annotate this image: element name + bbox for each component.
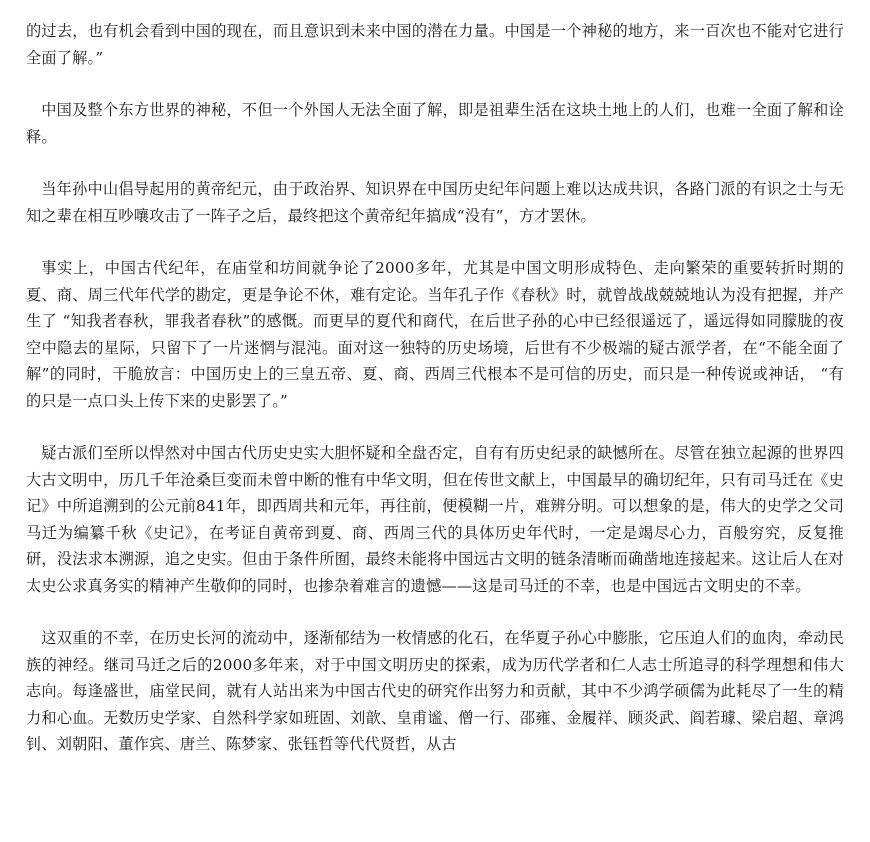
paragraph-2: 中国及整个东方世界的神秘，不但一个外国人无法全面了解，即是祖辈生活在这块土地上的人们，也难一全面了解和诠释。 — [26, 101, 844, 146]
paragraph-3: 当年孙中山倡导起用的黄帝纪元，由于政治界、知识界在中国历史纪年问题上难以达成共识，各路门派的有识之士与无知之辈在相互吵嚷攻击了一阵子之后，最终把这个黄帝纪年搞成“没有”，方才罢休。 — [26, 180, 844, 225]
paragraph-4: 事实上，中国古代纪年，在庙堂和坊间就争论了2000多年，尤其是中国文明形成特色、走向繁荣的重要转折时期的夏、商、周三代年代学的勘定，更是争论不休，难有定论。当年孔子作《春秋》时，就曾战战兢兢地认为没有把握，并产生了 “知我者春秋，罪我者春秋”的感慨。而更早的夏代和商代，在后世子孙的心中已经很遥远了，遥远得如同朦胧的夜空中隐去的星际，只留下了一片迷惘与混沌。面对这一独特的历史场境，后世有不少极端的疑古派学者，在“不能全面了解”的同时，干脆放言：中国历史上的三皇五帝、夏、商、西周三代根本不是可信的历史，而只是一种传说或神话， “有的只是一点口头上传下来的史影罢了。” — [26, 259, 844, 410]
paragraph-5: 疑古派们至所以悍然对中国古代历史史实大胆怀疑和全盘否定，自有有历史纪录的缺憾所在。尽管在独立起源的世界四大古文明中，历几千年沧桑巨变而未曾中断的惟有中华文明，但在传世文献上，中国最早的确切纪年，只有司马迁在《史记》中所追溯到的公元前841年，即西周共和元年，再往前，便模糊一片，难辨分明。可以想象的是，伟大的史学之父司马迁为编纂千秋《史记》，在考证自黄帝到夏、商、西周三代的具体历史年代时，一定是竭尽心力，百般穷究，反复推研，没法求本溯源，追之史实。但由于条件所囿，最终未能将中国远古文明的链条清晰而确凿地连接起来。这让后人在对太史公求真务实的精神产生敬仰的同时，也掺杂着难言的遗憾——这是司马迁的不幸，也是中国远古文明史的不幸。 — [26, 444, 844, 595]
paragraph-1: 的过去，也有机会看到中国的现在，而且意识到未来中国的潜在力量。中国是一个神秘的地方，来一百次也不能对它进行全面了解。” — [26, 22, 844, 67]
paragraph-6: 这双重的不幸，在历史长河的流动中，逐渐郁结为一枚情感的化石，在华夏子孙心中膨胀，它压迫人们的血肉，牵动民族的神经。继司马迁之后的2000多年来，对于中国文明历史的探索，成为历代学者和仁人志士所追寻的科学理想和伟大志向。每逢盛世，庙堂民间，就有人站出来为中国古代史的研究作出努力和贡献，其中不少鸿学硕儒为此耗尽了一生的精力和心血。无数历史学家、自然科学家如班固、刘歆、皇甫谧、僧一行、邵雍、金履祥、顾炎武、阎若璩、梁启超、章鸿钊、刘朝阳、董作宾、唐兰、陈梦家、张钰哲等代代贤哲，从古 — [26, 629, 844, 753]
